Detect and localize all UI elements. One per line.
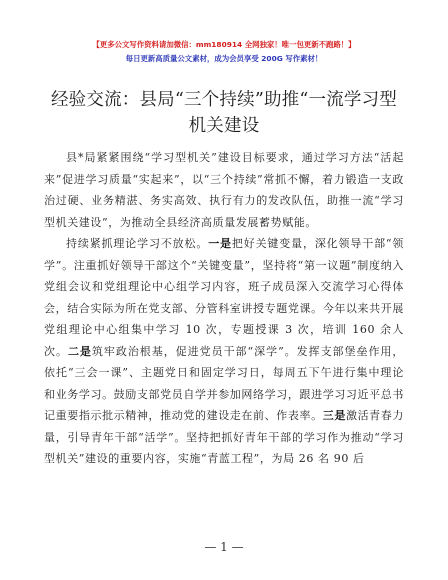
emphasis-label: 二是 [67, 344, 92, 358]
emphasis-label: 三是 [322, 409, 346, 422]
paragraph-text: 筑牢政治根基，促进党员干部“深学”。发挥支部堡垒作用，依托“三会一课”、主题党日和固定学习日，每周五下午进行集中理论和业务学习。鼓励支部党员自学并参加网络学习，跟进学习习近平总书记重要指示批示精神，推动党的建设走在前、作表率。 [44, 344, 405, 422]
promo-banner [44, 38, 404, 66]
paragraph-text: 持续紧抓理论学习不放松。 [66, 237, 209, 250]
document-body [44, 147, 404, 470]
document-title: 经验交流：县局“三个持续”助推“一流学习型机关建设 [50, 90, 398, 136]
promo-banner-line-2: 每日更新高质量公文素材，成为会员享受 200G 写作素材！ [125, 54, 323, 63]
paragraph-text: 把好关键变量，深化领导干部“领学”。注重抓好领导干部这个“关键变量”，坚持将“第一议题”制度纳入党组会议和党组理论中心组学习内容，班子成员深入交流学习心得体会，结合实际为所在党支部、分管科室讲授专题党课。今年以来共开展党组理论中心组集中学习 10 次，专题授课 3 次，培训 160 余人次。 [44, 237, 404, 358]
body-paragraph [44, 233, 404, 470]
page-number: — 1 — [204, 540, 244, 554]
promo-banner-line-1: 【更多公文写作资料请加微信：mm180914 全网独家！唯一包更新不跑路！】 [92, 40, 356, 49]
paragraph-text: 县*局紧紧围绕“学习型机关”建设目标要求，通过学习方法“活起来”促进学习质量“实起来”，以“三个持续”常抓不懈，着力锻造一支政治过硬、业务精湛、务实高效、执行有力的发改队伍，助推一流“学习型机关建设”，为推动全县经济高质量发展蓄势赋能。 [44, 151, 404, 229]
emphasis-label: 一是 [208, 237, 232, 250]
paragraph-text: 激活青春力量，引导青年干部“活学”。坚持把抓好青年干部的学习作为推动“学习型机关”建设的重要内容，实施“青蓝工程”，为局 26 名 90 后 [44, 409, 405, 465]
body-paragraph [44, 147, 404, 233]
